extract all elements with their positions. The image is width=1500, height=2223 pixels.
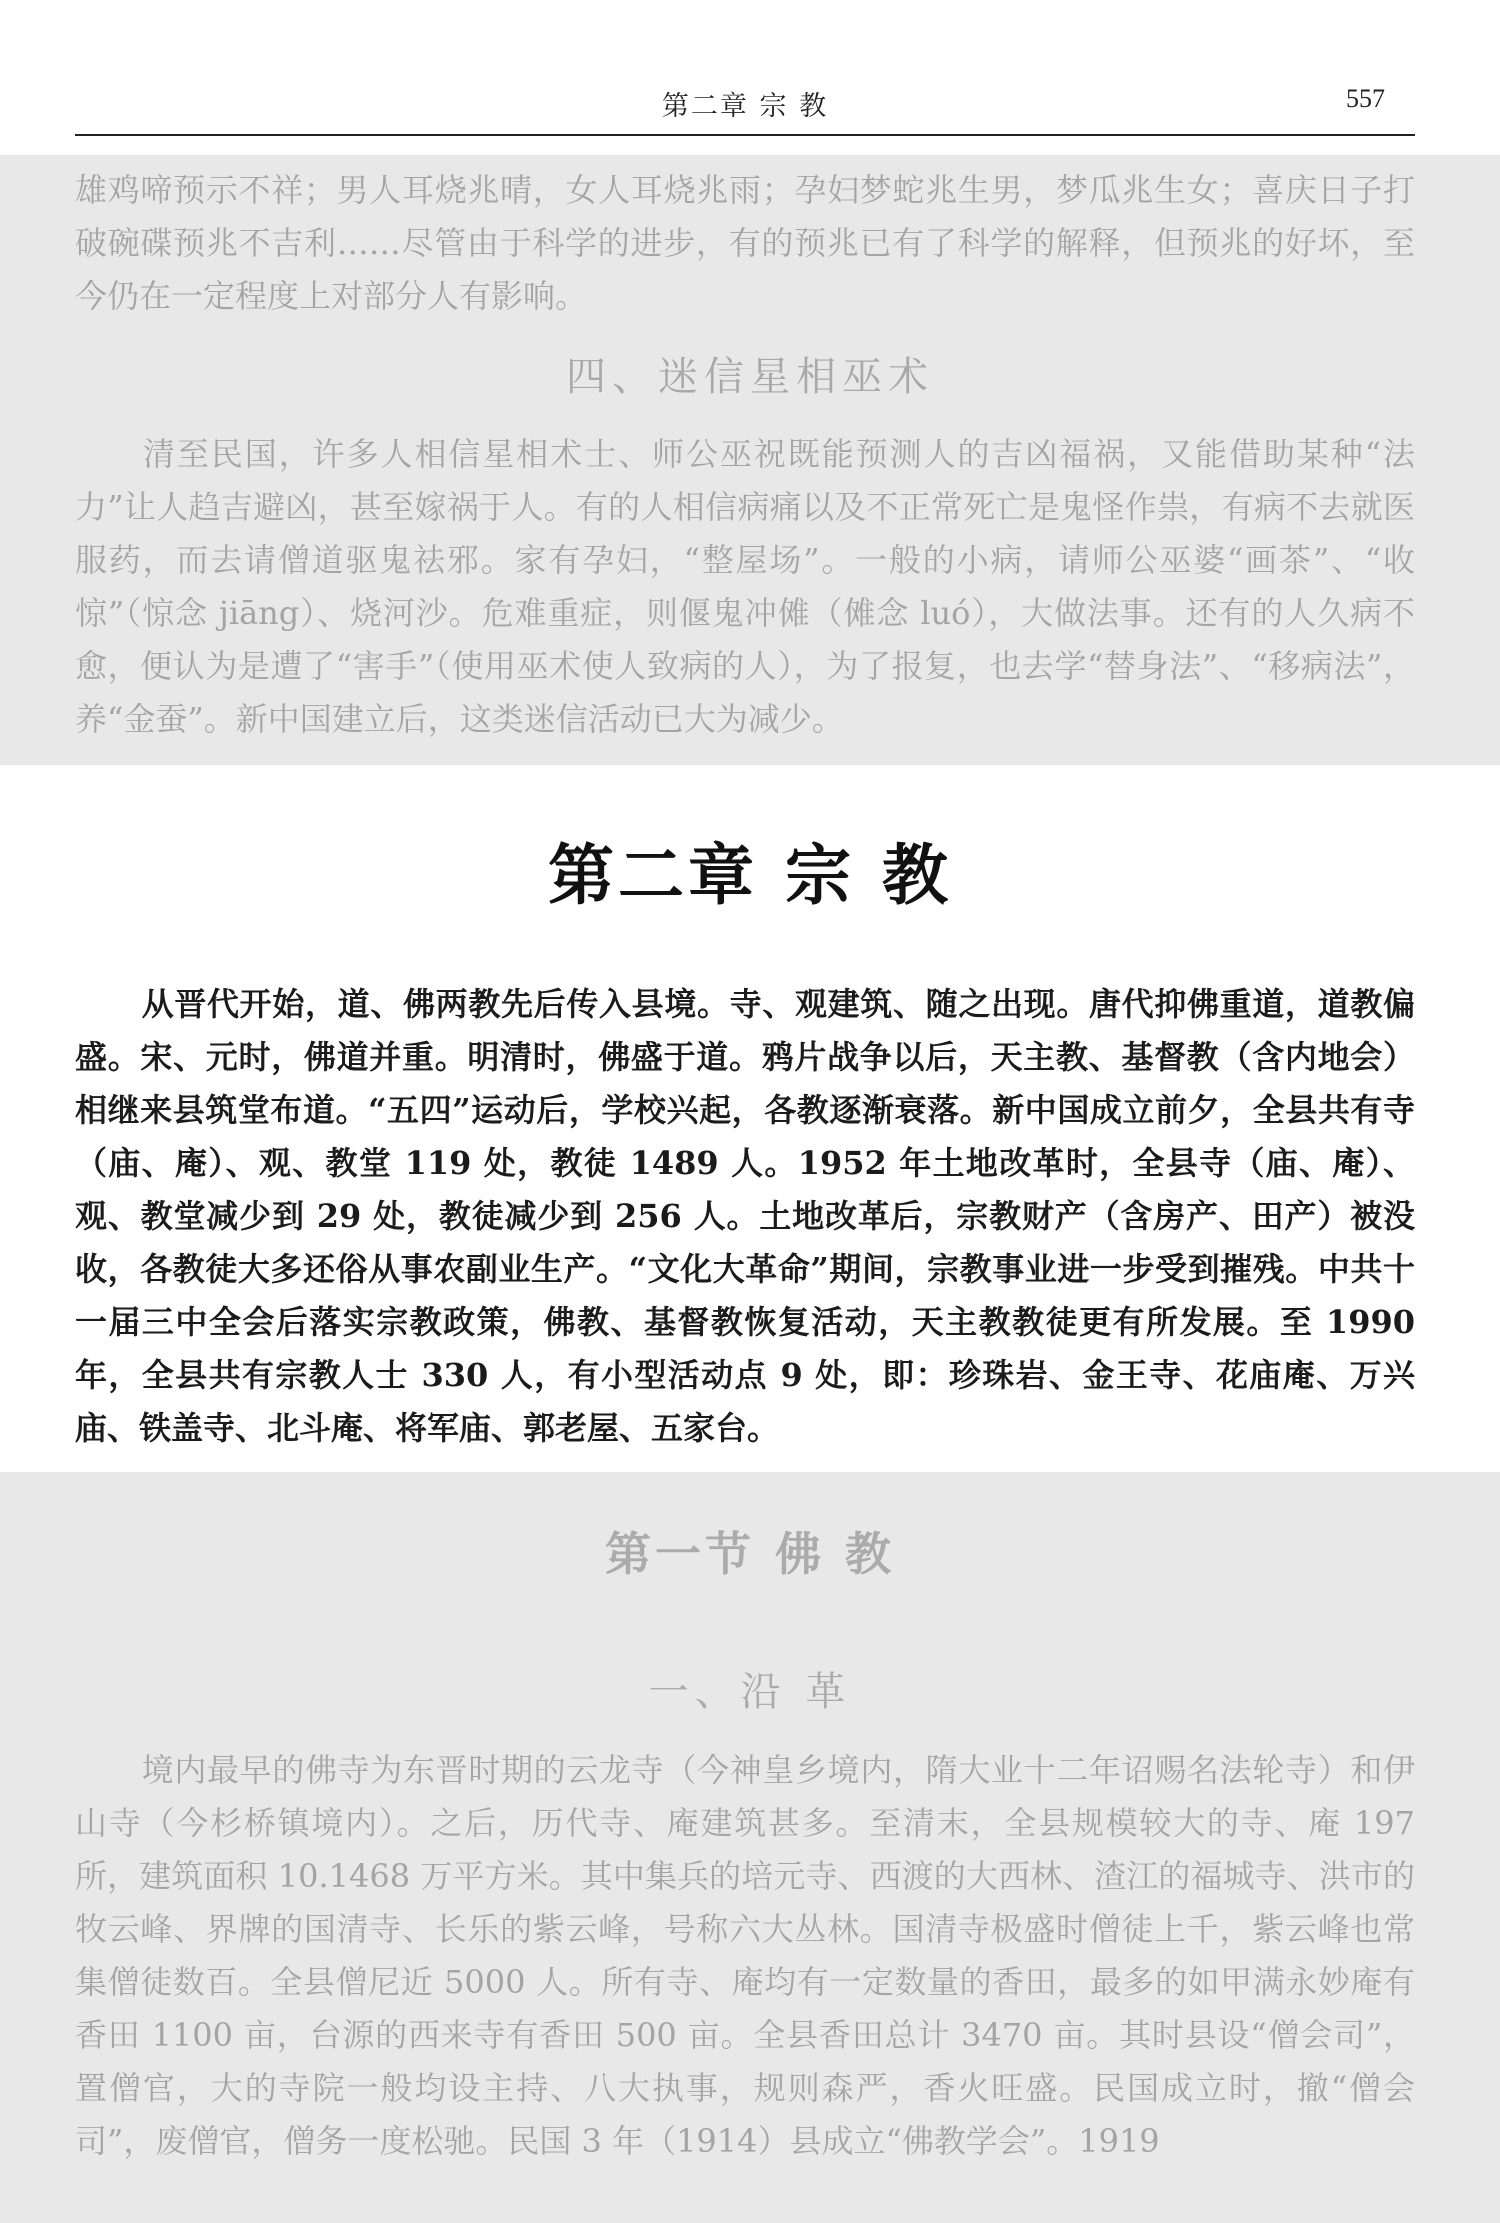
running-title: 第二章 宗 教 xyxy=(661,91,829,122)
running-header xyxy=(75,78,1415,136)
chapter-title: 第二章 宗 教 xyxy=(548,837,952,914)
subheading-history: 一、沿 革 xyxy=(648,1669,852,1715)
paragraph-chapter-intro: 从晋代开始，道、佛两教先后传入县境。寺、观建筑、随之出现。唐代抑佛重道，道教偏盛。宋、元时，佛道并重。明清时，佛盛于道。鸦片战争以后，天主教、基督教（含内地会）相继来县筑堂布道。“五四”运动后，学校兴起，各教逐渐衰落。新中国成立前夕，全县共有寺（庙、庵）、观、教堂 119 处，教徒 1489 人。1952 年土地改革时，全县寺（庙、庵）、观、教堂减少到 29 处，教徒减少到 256 人。土地改革后，宗教财产（含房产、田产）被没收，各教徒大多还俗从事农副业生产。“文化大革命”期间，宗教事业进一步受到摧残。中共十一届三中全会后落实宗教政策，佛教、基督教恢复活动，天主教教徒更有所发展。至 1990 年，全县共有宗教人士 330 人，有小型活动点 9 处，即：珍珠岩、金王寺、花庙庵、万兴庙、铁盖寺、北斗庵、将军庙、郭老屋、五家台。 xyxy=(75,985,1415,1447)
page-number: 557 xyxy=(1346,84,1385,113)
section-title-buddhism: 第一节 佛 教 xyxy=(604,1527,896,1581)
section-heading-superstition: 四、迷信星相巫术 xyxy=(566,354,934,400)
paragraph-buddhism-history: 境内最早的佛寺为东晋时期的云龙寺（今神皇乡境内，隋大业十二年诏赐名法轮寺）和伊山寺（今杉桥镇境内）。之后，历代寺、庵建筑甚多。至清末，全县规模较大的寺、庵 197 所，建筑面积 10.1468 万平方米。其中集兵的培元寺、西渡的大西林、渣江的福城寺、洪市的牧云峰、界牌的国清寺、长乐的紫云峰，号称六大丛林。国清寺极盛时僧徒上千，紫云峰也常集僧徒数百。全县僧尼近 5000 人。所有寺、庵均有一定数量的香田，最多的如甲满永妙庵有香田 1100 亩，台源的西来寺有香田 500 亩。全县香田总计 3470 亩。其时县设“僧会司”，置僧官，大的寺院一般均设主持、八大执事，规则森严，香火旺盛。民国成立时，撤“僧会司”，废僧官，僧务一度松驰。民国 3 年（1914）县成立“佛教学会”。1919 xyxy=(75,1751,1415,2160)
paragraph-superstition: 清至民国，许多人相信星相术士、师公巫祝既能预测人的吉凶福祸，又能借助某种“法力”让人趋吉避凶，甚至嫁祸于人。有的人相信病痛以及不正常死亡是鬼怪作祟，有病不去就医服药，而去请僧道驱鬼祛邪。家有孕妇，“整屋场”。一般的小病，请师公巫婆“画茶”、“收惊”（惊念 jiāng）、烧河沙。危难重症，则偃鬼冲傩（傩念 luó），大做法事。还有的人久病不愈，便认为是遭了“害手”（使用巫术使人致病的人），为了报复，也去学“替身法”、“移病法”，养“金蚕”。新中国建立后，这类迷信活动已大为减少。 xyxy=(75,435,1415,738)
paragraph-omens: 雄鸡啼预示不祥；男人耳烧兆晴，女人耳烧兆雨；孕妇梦蛇兆生男，梦瓜兆生女；喜庆日子打破碗碟预兆不吉利……尽管由于科学的进步，有的预兆已有了科学的解释，但预兆的好坏，至今仍在一定程度上对部分人有影响。 xyxy=(75,171,1415,315)
